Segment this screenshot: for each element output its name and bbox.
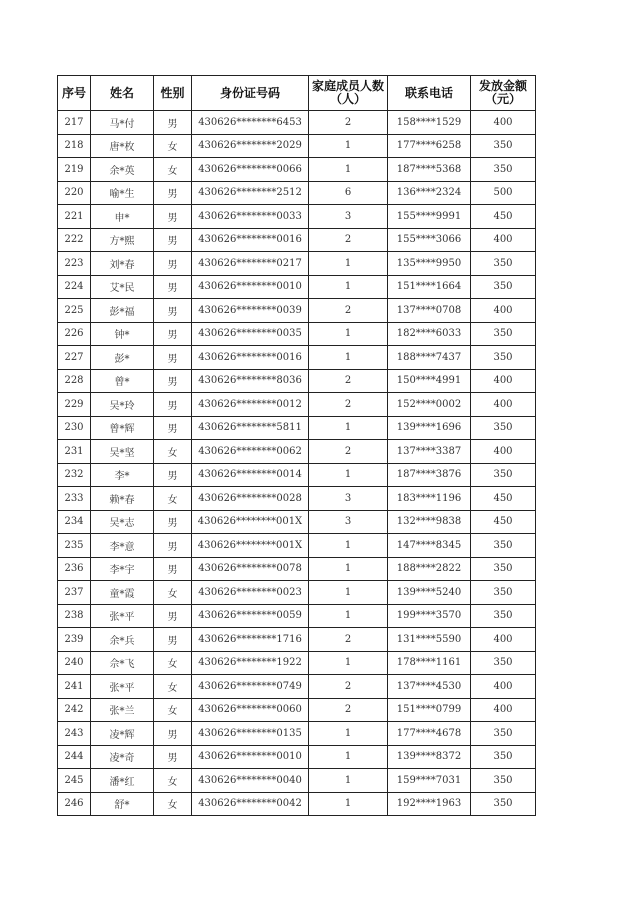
cell-index: 235 xyxy=(58,534,91,558)
cell-phone: 152****0002 xyxy=(388,393,471,417)
table-row xyxy=(58,722,536,746)
cell-index: 246 xyxy=(58,792,91,816)
cell-family-size: 2 xyxy=(309,299,388,323)
cell-name: 申* xyxy=(91,205,154,229)
cell-name: 方*熙 xyxy=(91,228,154,252)
cell-amount: 450 xyxy=(471,510,536,534)
cell-phone: 132****9838 xyxy=(388,510,471,534)
cell-index: 232 xyxy=(58,463,91,487)
cell-family-size: 1 xyxy=(309,792,388,816)
header-amount: 发放金额（元） xyxy=(471,76,536,111)
cell-gender: 男 xyxy=(154,463,192,487)
cell-name: 李*意 xyxy=(91,534,154,558)
cell-phone: 178****1161 xyxy=(388,651,471,675)
header-index: 序号 xyxy=(58,76,91,111)
cell-family-size: 1 xyxy=(309,416,388,440)
cell-amount: 400 xyxy=(471,111,536,135)
cell-index: 244 xyxy=(58,745,91,769)
cell-amount: 350 xyxy=(471,346,536,370)
cell-phone: 188****7437 xyxy=(388,346,471,370)
cell-amount: 350 xyxy=(471,134,536,158)
cell-name: 余*英 xyxy=(91,158,154,182)
cell-amount: 350 xyxy=(471,322,536,346)
cell-amount: 350 xyxy=(471,534,536,558)
cell-gender: 男 xyxy=(154,346,192,370)
header-name: 姓名 xyxy=(91,76,154,111)
table-row xyxy=(58,557,536,581)
cell-index: 224 xyxy=(58,275,91,299)
cell-id-number: 430626********1716 xyxy=(192,628,309,652)
cell-amount: 400 xyxy=(471,393,536,417)
cell-phone: 137****4530 xyxy=(388,675,471,699)
cell-gender: 男 xyxy=(154,205,192,229)
cell-phone: 150****4991 xyxy=(388,369,471,393)
cell-id-number: 430626********0062 xyxy=(192,440,309,464)
cell-gender: 女 xyxy=(154,581,192,605)
cell-amount: 400 xyxy=(471,628,536,652)
cell-id-number: 430626********2512 xyxy=(192,181,309,205)
cell-gender: 女 xyxy=(154,134,192,158)
cell-phone: 188****2822 xyxy=(388,557,471,581)
cell-gender: 男 xyxy=(154,557,192,581)
table-row xyxy=(58,510,536,534)
cell-phone: 137****3387 xyxy=(388,440,471,464)
table-row xyxy=(58,440,536,464)
cell-index: 220 xyxy=(58,181,91,205)
cell-family-size: 2 xyxy=(309,675,388,699)
cell-name: 童*霞 xyxy=(91,581,154,605)
cell-id-number: 430626********0016 xyxy=(192,228,309,252)
cell-family-size: 3 xyxy=(309,510,388,534)
cell-name: 张*平 xyxy=(91,604,154,628)
cell-amount: 350 xyxy=(471,581,536,605)
table-row xyxy=(58,275,536,299)
cell-index: 242 xyxy=(58,698,91,722)
cell-amount: 400 xyxy=(471,698,536,722)
table-row xyxy=(58,534,536,558)
cell-amount: 350 xyxy=(471,792,536,816)
cell-family-size: 1 xyxy=(309,275,388,299)
cell-name: 凌*奇 xyxy=(91,745,154,769)
cell-id-number: 430626********0014 xyxy=(192,463,309,487)
cell-index: 221 xyxy=(58,205,91,229)
cell-id-number: 430626********6453 xyxy=(192,111,309,135)
cell-family-size: 1 xyxy=(309,581,388,605)
cell-phone: 192****1963 xyxy=(388,792,471,816)
cell-index: 238 xyxy=(58,604,91,628)
cell-family-size: 1 xyxy=(309,769,388,793)
table-row xyxy=(58,205,536,229)
cell-family-size: 3 xyxy=(309,487,388,511)
cell-phone: 136****2324 xyxy=(388,181,471,205)
table-row xyxy=(58,416,536,440)
cell-amount: 350 xyxy=(471,651,536,675)
cell-name: 张*平 xyxy=(91,675,154,699)
table-row xyxy=(58,675,536,699)
cell-name: 李*宇 xyxy=(91,557,154,581)
cell-phone: 182****6033 xyxy=(388,322,471,346)
cell-phone: 151****0799 xyxy=(388,698,471,722)
table-row xyxy=(58,604,536,628)
table-row xyxy=(58,181,536,205)
cell-id-number: 430626********1922 xyxy=(192,651,309,675)
cell-index: 228 xyxy=(58,369,91,393)
cell-index: 231 xyxy=(58,440,91,464)
cell-family-size: 2 xyxy=(309,628,388,652)
cell-phone: 155****3066 xyxy=(388,228,471,252)
cell-id-number: 430626********0039 xyxy=(192,299,309,323)
cell-id-number: 430626********0042 xyxy=(192,792,309,816)
cell-index: 241 xyxy=(58,675,91,699)
table-row xyxy=(58,792,536,816)
cell-gender: 男 xyxy=(154,369,192,393)
cell-family-size: 1 xyxy=(309,534,388,558)
cell-gender: 男 xyxy=(154,228,192,252)
cell-phone: 183****1196 xyxy=(388,487,471,511)
cell-amount: 350 xyxy=(471,745,536,769)
cell-id-number: 430626********0078 xyxy=(192,557,309,581)
cell-amount: 350 xyxy=(471,722,536,746)
cell-gender: 男 xyxy=(154,534,192,558)
cell-name: 艾*民 xyxy=(91,275,154,299)
cell-amount: 350 xyxy=(471,416,536,440)
cell-name: 凌*辉 xyxy=(91,722,154,746)
cell-index: 240 xyxy=(58,651,91,675)
cell-gender: 男 xyxy=(154,510,192,534)
cell-family-size: 2 xyxy=(309,698,388,722)
cell-family-size: 1 xyxy=(309,346,388,370)
table-row xyxy=(58,299,536,323)
cell-gender: 男 xyxy=(154,111,192,135)
cell-gender: 男 xyxy=(154,745,192,769)
cell-index: 223 xyxy=(58,252,91,276)
cell-name: 彭*福 xyxy=(91,299,154,323)
cell-gender: 女 xyxy=(154,651,192,675)
cell-index: 229 xyxy=(58,393,91,417)
cell-gender: 女 xyxy=(154,487,192,511)
cell-amount: 400 xyxy=(471,299,536,323)
cell-index: 222 xyxy=(58,228,91,252)
cell-index: 243 xyxy=(58,722,91,746)
cell-amount: 450 xyxy=(471,205,536,229)
table-row xyxy=(58,745,536,769)
cell-amount: 350 xyxy=(471,252,536,276)
cell-amount: 500 xyxy=(471,181,536,205)
table-row xyxy=(58,581,536,605)
cell-gender: 女 xyxy=(154,769,192,793)
table-row xyxy=(58,111,536,135)
cell-id-number: 430626********5811 xyxy=(192,416,309,440)
cell-name: 赖*春 xyxy=(91,487,154,511)
cell-gender: 男 xyxy=(154,299,192,323)
cell-family-size: 1 xyxy=(309,557,388,581)
cell-amount: 350 xyxy=(471,604,536,628)
table-row xyxy=(58,158,536,182)
cell-name: 马*付 xyxy=(91,111,154,135)
cell-phone: 177****6258 xyxy=(388,134,471,158)
cell-name: 潘*红 xyxy=(91,769,154,793)
cell-family-size: 3 xyxy=(309,205,388,229)
cell-id-number: 430626********0028 xyxy=(192,487,309,511)
cell-amount: 350 xyxy=(471,158,536,182)
cell-family-size: 6 xyxy=(309,181,388,205)
cell-id-number: 430626********0066 xyxy=(192,158,309,182)
cell-index: 230 xyxy=(58,416,91,440)
table-row xyxy=(58,252,536,276)
cell-id-number: 430626********0016 xyxy=(192,346,309,370)
cell-family-size: 1 xyxy=(309,134,388,158)
cell-family-size: 2 xyxy=(309,369,388,393)
cell-index: 245 xyxy=(58,769,91,793)
cell-family-size: 1 xyxy=(309,722,388,746)
table-row xyxy=(58,346,536,370)
cell-name: 喻*生 xyxy=(91,181,154,205)
cell-gender: 男 xyxy=(154,722,192,746)
cell-family-size: 2 xyxy=(309,111,388,135)
cell-gender: 女 xyxy=(154,698,192,722)
header-row xyxy=(58,76,536,111)
cell-id-number: 430626********0033 xyxy=(192,205,309,229)
table-row xyxy=(58,651,536,675)
cell-gender: 女 xyxy=(154,440,192,464)
cell-phone: 159****7031 xyxy=(388,769,471,793)
cell-amount: 350 xyxy=(471,557,536,581)
cell-name: 张*兰 xyxy=(91,698,154,722)
header-phone: 联系电话 xyxy=(388,76,471,111)
beneficiary-table xyxy=(57,75,536,816)
cell-amount: 350 xyxy=(471,463,536,487)
cell-phone: 139****5240 xyxy=(388,581,471,605)
table-row xyxy=(58,463,536,487)
cell-index: 233 xyxy=(58,487,91,511)
header-family-size: 家庭成员人数（人） xyxy=(309,76,388,111)
cell-amount: 400 xyxy=(471,228,536,252)
header-id-number: 身份证号码 xyxy=(192,76,309,111)
cell-id-number: 430626********0749 xyxy=(192,675,309,699)
cell-family-size: 1 xyxy=(309,252,388,276)
cell-index: 239 xyxy=(58,628,91,652)
table-row xyxy=(58,134,536,158)
cell-gender: 男 xyxy=(154,275,192,299)
cell-phone: 135****9950 xyxy=(388,252,471,276)
cell-gender: 男 xyxy=(154,252,192,276)
cell-id-number: 430626********0135 xyxy=(192,722,309,746)
cell-phone: 151****1664 xyxy=(388,275,471,299)
cell-gender: 男 xyxy=(154,322,192,346)
cell-phone: 199****3570 xyxy=(388,604,471,628)
cell-phone: 155****9991 xyxy=(388,205,471,229)
cell-id-number: 430626********0012 xyxy=(192,393,309,417)
cell-index: 236 xyxy=(58,557,91,581)
cell-phone: 139****1696 xyxy=(388,416,471,440)
table-row xyxy=(58,769,536,793)
table-row xyxy=(58,393,536,417)
cell-index: 234 xyxy=(58,510,91,534)
cell-phone: 137****0708 xyxy=(388,299,471,323)
cell-index: 218 xyxy=(58,134,91,158)
cell-family-size: 1 xyxy=(309,463,388,487)
cell-name: 吴*玲 xyxy=(91,393,154,417)
cell-name: 曾*辉 xyxy=(91,416,154,440)
cell-id-number: 430626********001X xyxy=(192,534,309,558)
cell-id-number: 430626********0217 xyxy=(192,252,309,276)
cell-phone: 177****4678 xyxy=(388,722,471,746)
cell-family-size: 1 xyxy=(309,322,388,346)
cell-index: 225 xyxy=(58,299,91,323)
cell-name: 佘*飞 xyxy=(91,651,154,675)
table-row xyxy=(58,698,536,722)
cell-id-number: 430626********0010 xyxy=(192,275,309,299)
cell-family-size: 1 xyxy=(309,745,388,769)
cell-gender: 女 xyxy=(154,158,192,182)
cell-phone: 147****8345 xyxy=(388,534,471,558)
cell-name: 李* xyxy=(91,463,154,487)
cell-id-number: 430626********0035 xyxy=(192,322,309,346)
cell-gender: 男 xyxy=(154,393,192,417)
cell-id-number: 430626********0010 xyxy=(192,745,309,769)
table-row xyxy=(58,487,536,511)
cell-id-number: 430626********2029 xyxy=(192,134,309,158)
cell-amount: 400 xyxy=(471,369,536,393)
cell-id-number: 430626********0059 xyxy=(192,604,309,628)
cell-phone: 139****8372 xyxy=(388,745,471,769)
cell-gender: 男 xyxy=(154,416,192,440)
cell-gender: 男 xyxy=(154,628,192,652)
cell-phone: 187****3876 xyxy=(388,463,471,487)
cell-phone: 158****1529 xyxy=(388,111,471,135)
cell-index: 237 xyxy=(58,581,91,605)
cell-phone: 187****5368 xyxy=(388,158,471,182)
cell-id-number: 430626********0023 xyxy=(192,581,309,605)
cell-id-number: 430626********0040 xyxy=(192,769,309,793)
cell-id-number: 430626********001X xyxy=(192,510,309,534)
cell-name: 钟* xyxy=(91,322,154,346)
cell-family-size: 2 xyxy=(309,393,388,417)
cell-family-size: 1 xyxy=(309,604,388,628)
cell-family-size: 1 xyxy=(309,651,388,675)
cell-amount: 400 xyxy=(471,675,536,699)
cell-name: 刘*春 xyxy=(91,252,154,276)
cell-family-size: 2 xyxy=(309,228,388,252)
cell-name: 舒* xyxy=(91,792,154,816)
cell-id-number: 430626********0060 xyxy=(192,698,309,722)
cell-amount: 400 xyxy=(471,440,536,464)
cell-amount: 450 xyxy=(471,487,536,511)
cell-name: 余*兵 xyxy=(91,628,154,652)
cell-phone: 131****5590 xyxy=(388,628,471,652)
cell-index: 226 xyxy=(58,322,91,346)
cell-name: 彭* xyxy=(91,346,154,370)
cell-family-size: 2 xyxy=(309,440,388,464)
cell-name: 唐*枚 xyxy=(91,134,154,158)
cell-index: 217 xyxy=(58,111,91,135)
cell-gender: 女 xyxy=(154,675,192,699)
cell-id-number: 430626********8036 xyxy=(192,369,309,393)
cell-gender: 男 xyxy=(154,181,192,205)
cell-gender: 女 xyxy=(154,792,192,816)
cell-index: 219 xyxy=(58,158,91,182)
cell-name: 吴*志 xyxy=(91,510,154,534)
cell-index: 227 xyxy=(58,346,91,370)
cell-amount: 350 xyxy=(471,275,536,299)
header-gender: 性别 xyxy=(154,76,192,111)
table-row xyxy=(58,322,536,346)
table-row xyxy=(58,369,536,393)
cell-name: 曾* xyxy=(91,369,154,393)
cell-gender: 男 xyxy=(154,604,192,628)
table-row xyxy=(58,628,536,652)
cell-family-size: 1 xyxy=(309,158,388,182)
table-row xyxy=(58,228,536,252)
cell-amount: 350 xyxy=(471,769,536,793)
cell-name: 吴*坚 xyxy=(91,440,154,464)
